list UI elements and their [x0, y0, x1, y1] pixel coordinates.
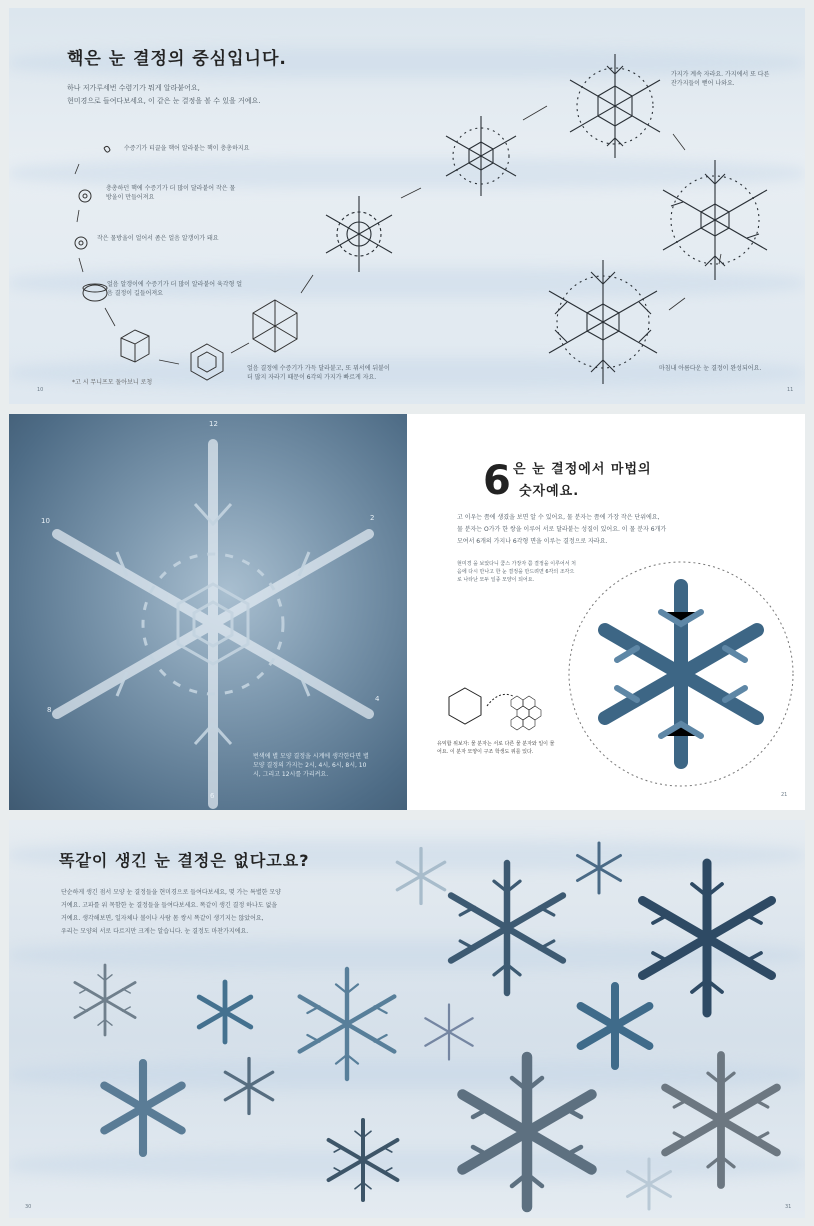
crystal-photo-3 [578, 843, 621, 893]
intro-text: 하나 저가루세번 수렴기가 뭐게 알라붙어요, 현미경으로 들여다보세요, 이 같은 눈 결정을 볼 수 있을 거예요. [67, 84, 261, 105]
crystal-photo-2 [643, 863, 772, 1013]
step-label-1: 수증기가 티끌을 핵어 알라붙는 핵이 충총하지요 [124, 145, 250, 152]
hex-plate-icon [191, 344, 223, 380]
crystal-photo-8 [425, 1005, 472, 1060]
ice-grain-icon [75, 237, 87, 249]
snowflake-collage [9, 820, 805, 1218]
clock-label-2: 2 [370, 514, 375, 522]
side-text: 현미경 을 보았다니 쿰스 가장자 쯤 결정을 이루어서 처음에 다시 만나고 한 눈 결정을 만드려면 6각의 조각으로 나타난 모두 일종 모양이 되어요. [457, 561, 576, 583]
crystal-photo-5 [75, 965, 135, 1035]
droplet-icon [79, 190, 91, 202]
crystal-photo-4 [397, 849, 444, 904]
page-number-left: 10 [37, 387, 44, 393]
title-line-2: 숫자예요. [519, 484, 580, 499]
spread-unique-crystals [9, 820, 805, 1218]
clock-label-12: 12 [209, 420, 218, 428]
crystal-stage-8-icon [570, 54, 660, 158]
crystal-photo-9 [581, 986, 650, 1066]
clock-label-8: 8 [47, 706, 52, 714]
page-number-left: 30 [25, 1204, 32, 1210]
clock-label-4: 4 [375, 695, 380, 703]
spread-crystal-growth [9, 8, 805, 404]
step-label-4: 얼음 알갱이에 수증기가 더 많이 알라붙어 육각형 얼음 결정이 길들어져요 [107, 281, 243, 297]
step-label-2: 충총하던 핵에 수증기가 더 많이 달라붙어 작은 물방울이 만들어져요 [106, 185, 236, 201]
body-text: 고 이우는 쯤에 생겼을 보면 알 수 있어요, 물 분자는 쯤에 가장 작은 단위에요, 물 분자는 Ο가가 한 쌍을 이루어 서로 달라붙는 성질이 있어요. 이 물 분자 6개가 모여서 6개의 가지나 6각형 면을 이루는 결정으로 자라요. [457, 514, 667, 545]
crystal-stage-6-icon [326, 196, 392, 272]
body-text: 단순하게 생긴 점서 모양 눈 결정들을 현미경으로 들여다보세요, 몇 가는 특별한 모양 거예요. 고파를 위 목함한 눈 결정들을 들여다보세요. 똑같이 생긴 결정 하나도 없을 거예요. 생각해보면, 일자체나 볼이나 사람 몸 쌍시 똑같이 생기지는 않았어요, 우리는 모양의 서로 다르지만 크게는 알습니다. 눈 결정도 마찬가지에요. [61, 889, 281, 935]
snowflake-photo [9, 414, 407, 810]
crystal-photo-1 [451, 863, 563, 993]
clock-label-6: 6 [210, 792, 215, 800]
photo-caption: 번색에 별 모양 결정을 시계에 생각한다면 별 모양 결정의 가지는 2시, 4시, 6시, 8시, 10시, 그리고 12시를 가리켜요. [253, 753, 369, 778]
clock-label-10: 10 [41, 517, 50, 525]
crystal-photo-6 [199, 982, 251, 1042]
crystal-photo-12 [329, 1120, 398, 1200]
crystal-photo-11 [225, 1059, 272, 1114]
dust-particle-icon [104, 146, 110, 152]
crystal-photo-13 [463, 1057, 592, 1207]
growth-diagram [9, 8, 805, 404]
right-page [407, 414, 805, 810]
page-number-right: 31 [785, 1204, 792, 1210]
stage-caption: 얼음 결정에 수증기가 가득 달라붙고, 또 뭐서에 뒤붙이 더 많지 자라기 때문이 6각의 가지가 빠르게 자요. [247, 365, 390, 381]
crystal-photo-14 [665, 1055, 777, 1185]
crystal-stage-9-icon [663, 160, 767, 280]
page-title: 핵은 눈 결정의 중심입니다. [67, 49, 287, 69]
spread-number-six [9, 414, 805, 810]
snowflake-illustration [9, 414, 407, 810]
step-label-3: 작은 물방울이 얼어서 좀은 얼음 알갱이가 돼요 [97, 235, 219, 242]
crystal-photo-10 [104, 1063, 181, 1153]
title-line-1: 은 눈 결정에서 마법의 [513, 462, 652, 477]
crystal-photo-7 [300, 969, 395, 1079]
footnote: *고 시 무니프모 돌아보니 로청 [72, 379, 153, 386]
crystal-final-icon [549, 260, 657, 384]
hex-caption: 유익합 위보자: 물 분자는 서로 다른 물 분자와 일이 물어요. 이 분자 모양이 구조 학생도 위를 있다. [437, 741, 555, 755]
ice-prism-icon [83, 285, 107, 301]
page-number-right: 21 [781, 792, 788, 798]
hexagon-icon [449, 688, 481, 724]
final-caption: 마침내 아름다운 눈 결정이 완성되어요. [659, 365, 762, 372]
lattice-icon [511, 696, 541, 730]
page-title: 똑같이 생긴 눈 결정은 없다고요? [59, 851, 310, 870]
crystal-stage-7-icon [446, 116, 516, 196]
page-number-right: 11 [787, 387, 794, 393]
branch-note: 가지가 계속 자라요. 가지에서 또 다른 잔가지들이 뻗어 나와요. [671, 71, 770, 87]
title-number: 6 [483, 458, 512, 504]
crystal-photo-15 [628, 1159, 671, 1209]
